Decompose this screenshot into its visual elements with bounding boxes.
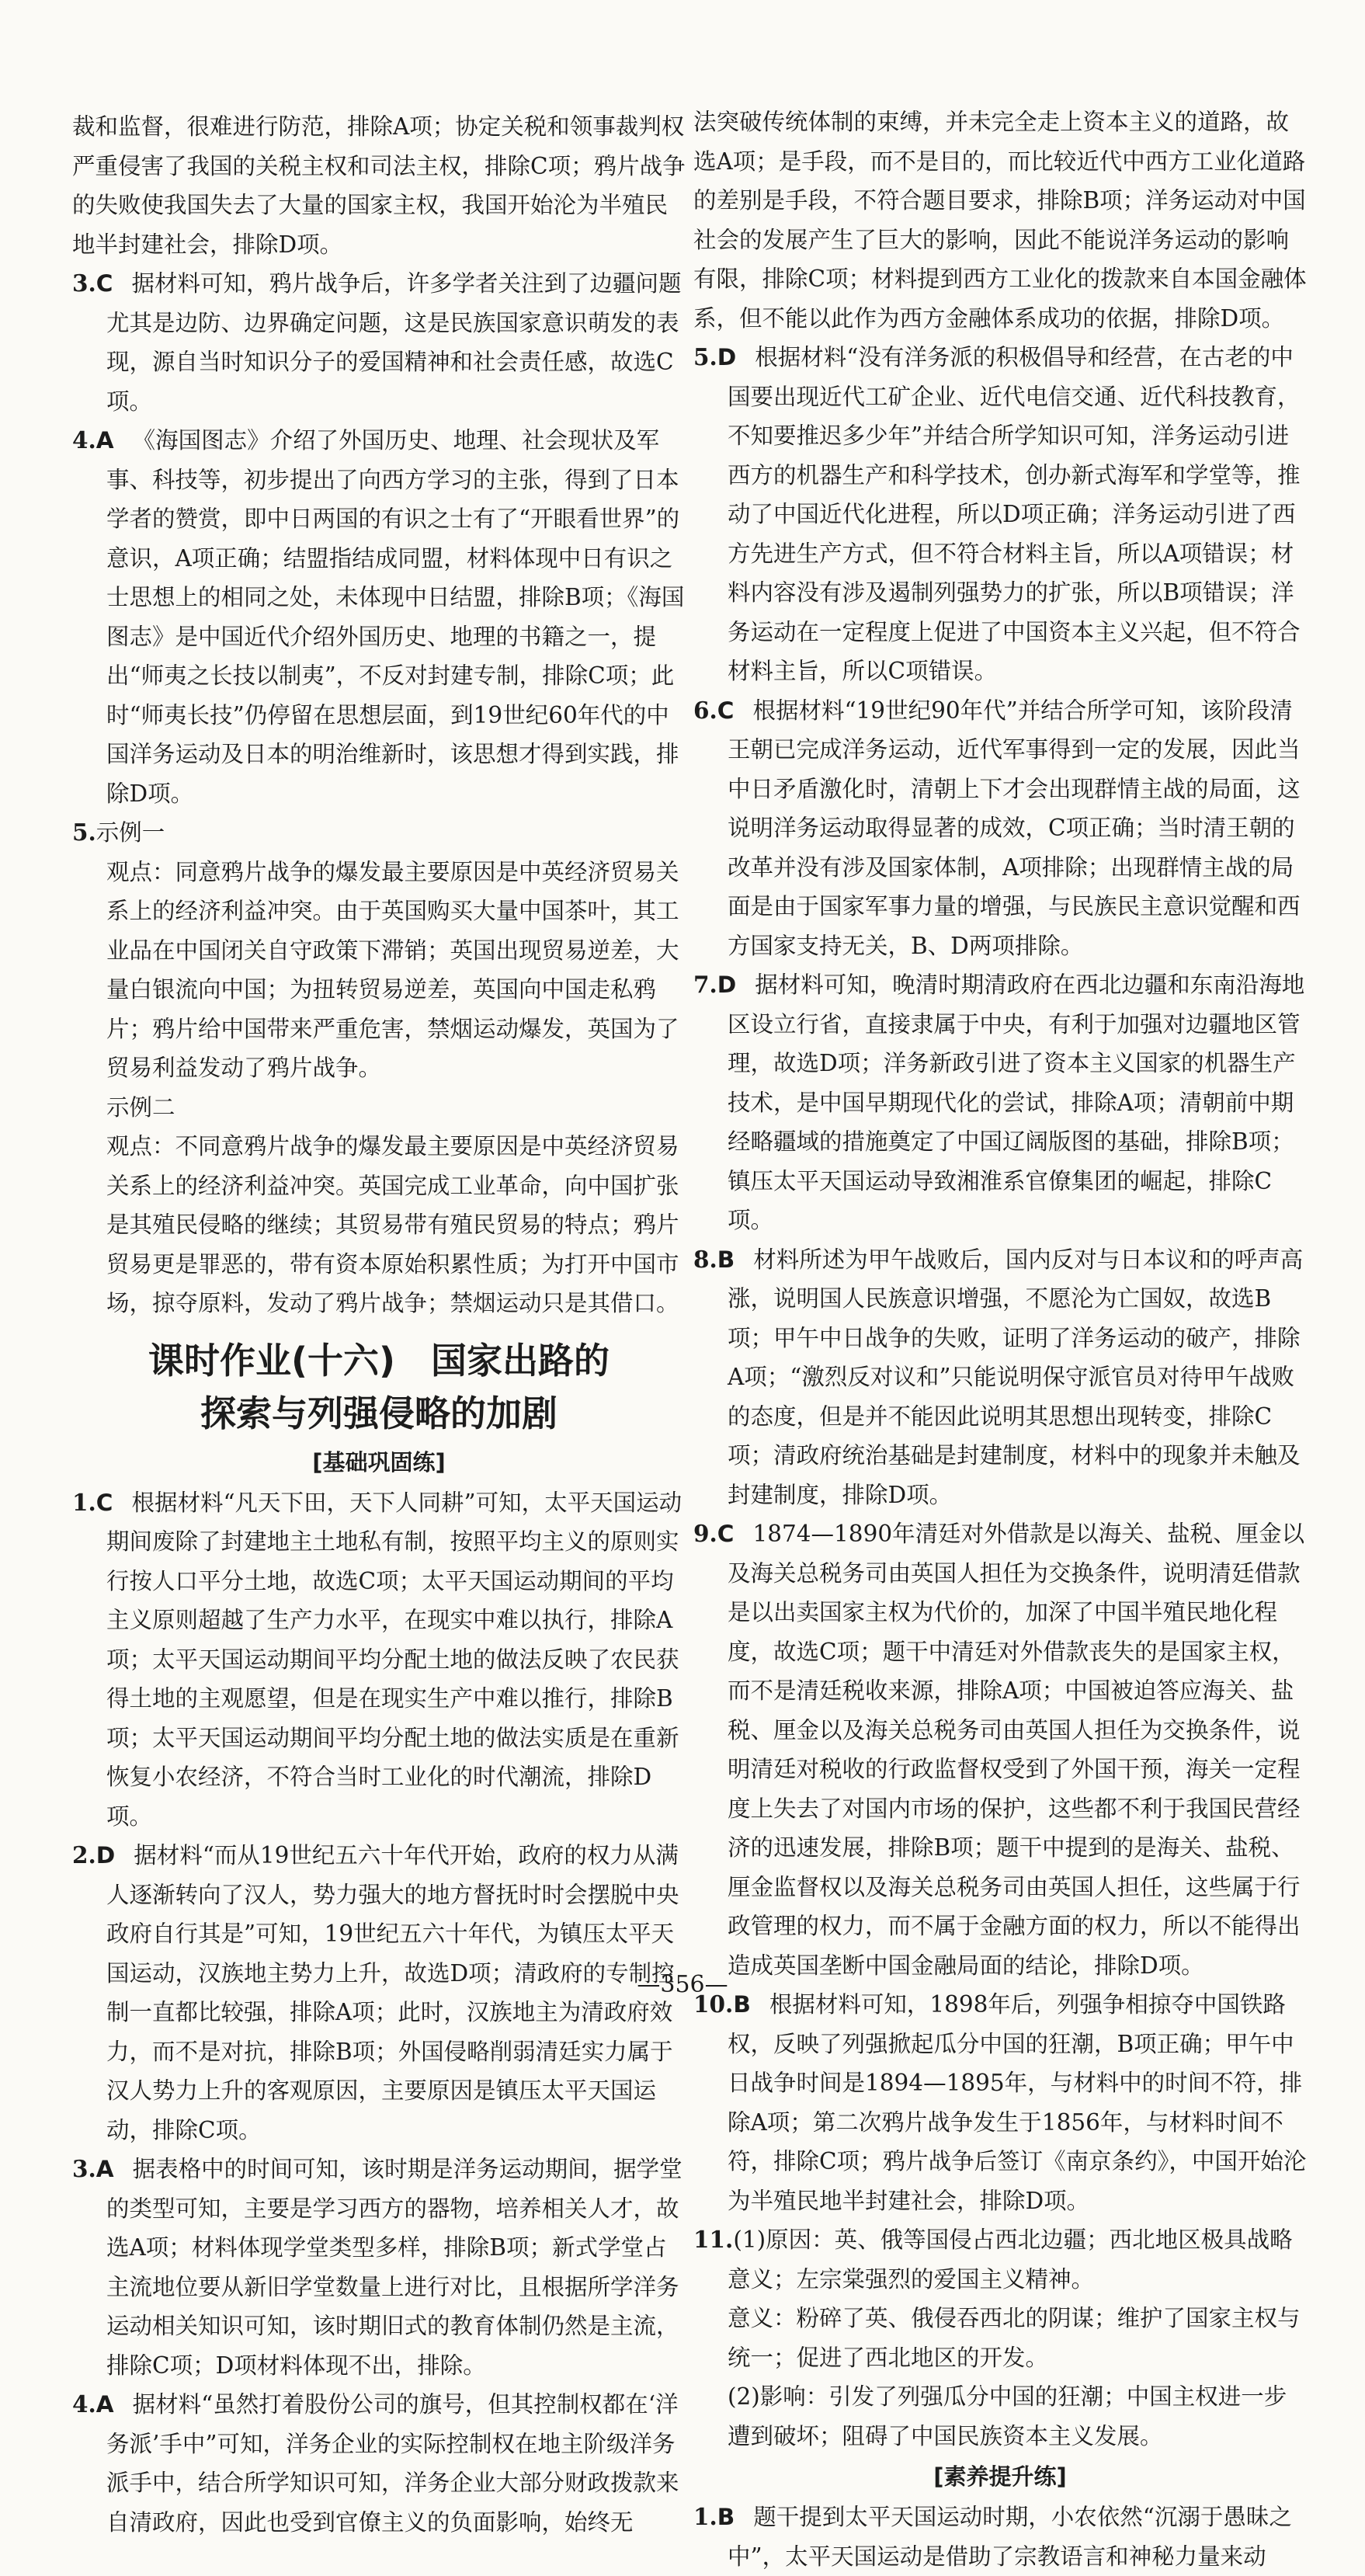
- basic-answer-4: 4.A 据材料“虽然打着股份公司的旗号，但其控制权都在‘洋务派’手中”可知，洋务企业的实际控制权在地主阶级洋务派手中，结合所学知识可知，洋务企业大部分财政拨款来自清政府，因此也受到官僚主义的负面影响，始终无: [72, 2390, 679, 2536]
- answer-11-significance: 意义：粉碎了英、俄侵吞西北的阴谋；维护了国家主权与统一；促进了西北地区的开发。: [728, 2305, 1301, 2371]
- answer-11: 11.(1)原因：英、俄等国侵占西北边疆；西北地区极具战略意义；左宗棠强烈的爱国主义精神。: [693, 2226, 1293, 2293]
- basic-answer-3: 3.A 据表格中的时间可知，该时期是洋务运动期间，据学堂的类型可知，主要是学习西方的器物，培养相关人才，故选A项；材料体现学堂类型多样，排除B项；新式学堂占主流地位要从新旧学堂数量上进行对比，且根据所学洋务运动相关知识可知，该时期旧式的教育体制仍然是主流，排除C项；D项材料体现不出，排除。: [72, 2155, 682, 2379]
- left-column: [72, 107, 686, 2542]
- section-advance-heading: [素养提升练]: [933, 2463, 1067, 2490]
- continued-text: 法突破传统体制的束缚，并未完全走上资本主义的道路，故选A项；是手段，而不是目的，而比较近代中西方工业化道路的差别是手段，不符合题目要求，排除B项；洋务运动对中国社会的发展产生了巨大的影响，因此不能说洋务运动的影响有限，排除C项；材料提到西方工业化的拨款来自本国金融体系，但不能以此作为西方金融体系成功的依据，排除D项。: [693, 109, 1307, 332]
- answer-5: 5.示例一: [72, 819, 165, 846]
- answer-5: 5.D 根据材料“没有洋务派的积极倡导和经营，在古老的中国要出现近代工矿企业、近代电信交通、近代科技教育，不知要推迟多少年”并结合所学知识可知，洋务运动引进西方的机器生产和科学技术，创办新式海军和学堂等，推动了中国近代化进程，所以D项正确；洋务运动引进了西方先进生产方式，但不符合材料主旨，所以A项错误；材料内容没有涉及遏制列强势力的扩张，所以B项错误；洋务运动在一定程度上促进了中国资本主义兴起，但不符合材料主旨，所以C项错误。: [693, 343, 1301, 684]
- right-column: [693, 103, 1307, 2576]
- example-2-text: 观点：不同意鸦片战争的爆发最主要原因是中英经济贸易关系上的经济利益冲突。英国完成工业革命，向中国扩张是其殖民侵略的继续；其贸易带有殖民贸易的特点；鸦片贸易更是罪恶的，带有资本原始积累性质；为打开中国市场，掠夺原料，发动了鸦片战争；禁烟运动只是其借口。: [106, 1133, 679, 1316]
- answer-9: 9.C 1874—1890年清廷对外借款是以海关、盐税、厘金以及海关总税务司由英国人担任为交换条件，说明清廷借款是以出卖国家主权为代价的，加深了中国半殖民地化程度，故选C项；题干中清廷对外借款丧失的是国家主权，而不是清廷税收来源，排除A项；中国被迫答应海关、盐税、厘金以及海关总税务司由英国人担任为交换条件，说明清廷对税收的行政监督权受到了外国干预，海关一定程度上失去了对国内市场的保护，这些都不利于我国民营经济的迅速发展，排除B项；题干中提到的是海关、盐税、厘金监督权以及海关总税务司由英国人担任，这些属于行政管理的权力，而不属于金融方面的权力，所以不能得出造成英国垄断中国金融局面的结论，排除D项。: [693, 1520, 1305, 1979]
- continued-text: 裁和监督，很难进行防范，排除A项；协定关税和领事裁判权严重侵害了我国的关税主权和司法主权，排除C项；鸦片战争的失败使我国失去了大量的国家主权，我国开始沦为半殖民地半封建社会，排除D项。: [72, 113, 686, 258]
- answer-6: 6.C 根据材料“19世纪90年代”并结合所学可知，该阶段清王朝已完成洋务运动，近代军事得到一定的发展，因此当中日矛盾激化时，清朝上下才会出现群情主战的局面，这说明洋务运动取得显著的成效，C项正确；当时清王朝的改革并没有涉及国家体制，A项排除；出现群情主战的局面是由于国家军事力量的增强，与民族民主意识觉醒和西方国家支持无关，B、D两项排除。: [693, 696, 1301, 959]
- answer-8: 8.B 材料所述为甲午战败后，国内反对与日本议和的呼声高涨，说明国人民族意识增强，不愿沦为亡国奴，故选B项；甲午中日战争的失败，证明了洋务运动的破产，排除A项；“激烈反对议和”只能说明保守派官员对待甲午战败的态度，但是并不能因此说明其思想出现转变，排除C项；清政府统治基础是封建制度，材料中的现象并未触及封建制度，排除D项。: [693, 1245, 1304, 1508]
- answer-3: 3.C 据材料可知，鸦片战争后，许多学者关注到了边疆问题尤其是边防、边界确定问题，这是民族国家意识萌发的表现，源自当时知识分子的爱国精神和社会责任感，故选C项。: [72, 269, 682, 415]
- section-basic-heading: [基础巩固练]: [312, 1448, 446, 1476]
- lesson-title: 课时作业(十六) 国家出路的 探索与列强侵略的加剧: [148, 1339, 610, 1434]
- example-1-text: 观点：同意鸦片战争的爆发最主要原因是中英经济贸易关系上的经济利益冲突。由于英国购买大量中国茶叶，其工业品在中国闭关自守政策下滞销；英国出现贸易逆差，大量白银流向中国；为扭转贸易逆差，英国向中国走私鸦片；鸦片给中国带来严重危害，禁烟运动爆发，英国为了贸易利益发动了鸦片战争。: [106, 858, 679, 1081]
- answer-7: 7.D 据材料可知，晚清时期清政府在西北边疆和东南沿海地区设立行省，直接隶属于中央，有利于加强对边疆地区管理，故选D项；洋务新政引进了资本主义国家的机器生产技术，是中国早期现代化的尝试，排除A项；清朝前中期经略疆域的措施奠定了中国辽阔版图的基础，排除B项；镇压太平天国运动导致湘淮系官僚集团的崛起，排除C项。: [693, 971, 1305, 1233]
- basic-answer-2: 2.D 据材料“而从19世纪五六十年代开始，政府的权力从满人逐渐转向了汉人，势力强大的地方督抚时时会摆脱中央政府自行其是”可知，19世纪五六十年代，为镇压太平天国运动，汉族地主势力上升，故选D项；清政府的专制控制一直都比较强，排除A项；此时，汉族地主为清政府效力，而不是对抗，排除B项；外国侵略削弱清廷实力属于汉人势力上升的客观原因，主要原因是镇压太平天国运动，排除C项。: [72, 1841, 679, 2143]
- answer-10: 10.B 根据材料可知，1898年后，列强争相掠夺中国铁路权，反映了列强掀起瓜分中国的狂潮，B项正确；甲午中日战争时间是1894—1895年，与材料中的时间不符，排除A项；第二次鸦片战争发生于1856年，与材料时间不符，排除C项；鸦片战争后签订《南京条约》，中国开始沦为半殖民地半封建社会，排除D项。: [693, 1990, 1307, 2214]
- advance-answer-1: 1.B 题干提到太平天国运动时期，小农依然“沉溺于愚昧之中”，太平天国运动是借助了宗教语言和神秘力量来动: [693, 2503, 1292, 2570]
- answer-11-impact: (2)影响：引发了列强瓜分中国的狂潮；中国主权进一步遭到破坏；阻碍了中国民族资本主义发展。: [728, 2383, 1287, 2449]
- page-number: —356—: [637, 1971, 728, 1998]
- basic-answer-1: 1.C 根据材料“凡天下田，天下人同耕”可知，太平天国运动期间废除了封建地主土地私有制，按照平均主义的原则实行按人口平分土地，故选C项；太平天国运动期间的平均主义原则超越了生产力水平，在现实中难以执行，排除A项；太平天国运动期间平均分配土地的做法反映了农民获得土地的主观愿望，但是在现实生产中难以推行，排除B项；太平天国运动期间平均分配土地的做法实质是在重新恢复小农经济，不符合当时工业化的时代潮流，排除D项。: [72, 1488, 682, 1830]
- example-2-label: 示例二: [106, 1093, 175, 1121]
- answer-4: 4.A 《海国图志》介绍了外国历史、地理、社会现状及军事、科技等，初步提出了向西方学习的主张，得到了日本学者的赞赏，即中日两国的有识之士有了“开眼看世界”的意识，A项正确；结盟指结成同盟，材料体现中日有识之士思想上的相同之处，未体现中日结盟，排除B项；《海国图志》是中国近代介绍外国历史、地理的书籍之一，提出“师夷之长技以制夷”，不反对封建专制，排除C项；此时“师夷长技”仍停留在思想层面，到19世纪60年代的中国洋务运动及日本的明治维新时，该思想才得到实践，排除D项。: [72, 426, 685, 807]
